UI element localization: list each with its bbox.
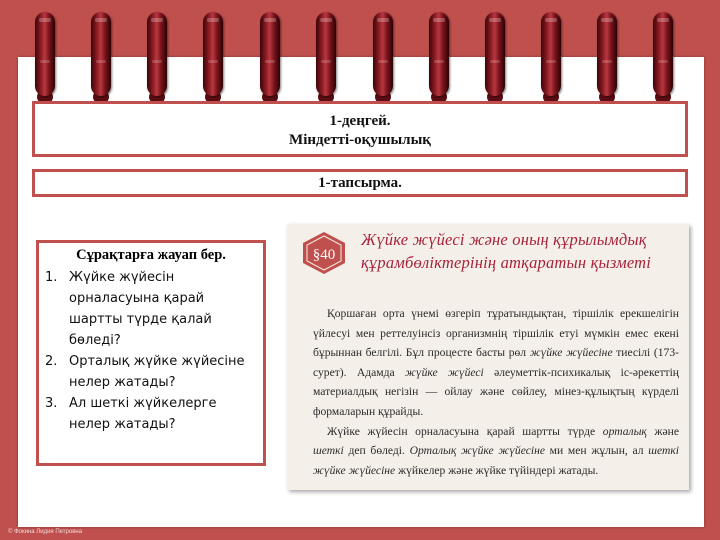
question-item (45, 267, 257, 351)
textbook-paragraph (313, 422, 679, 481)
binder-ring (594, 12, 620, 104)
question-item (45, 351, 257, 393)
textbook-paragraph (313, 304, 679, 422)
text-emphasis: жүйке жүйесіне (529, 346, 613, 360)
binder-ring (538, 12, 564, 104)
text-emphasis: орталық (602, 424, 647, 438)
text-run: Қоршаған орта үнемі өзгеріп тұратындықтан, тіршілік ерекшелігін үйлесуі мен реттелуінсіз организмнің тіршілік етуі мүмкін емес екені бұрыннан белгілі. Бұл процесте басты рөл (313, 307, 679, 360)
question-item (45, 393, 257, 435)
binder-ring (482, 12, 508, 104)
question-text: Жүйке жүйесін орналасуына қарай шартты түрде қалай бөледі? (69, 270, 212, 348)
questions-title: Сұрақтарға жауап бер. (76, 247, 226, 263)
questions-box (36, 240, 266, 466)
level-header (32, 101, 688, 157)
text-run: деп бөледі. (343, 444, 410, 458)
text-emphasis: жүйке жүйесі (405, 365, 484, 379)
section-badge-icon (299, 230, 349, 276)
text-emphasis: шеткі (313, 444, 344, 458)
text-run: Жүйке жүйесін орналасуына қарай шартты түрде (327, 424, 603, 438)
text-run: тиесілі (173-сурет). Адамда (313, 346, 679, 379)
text-emphasis: шеткі жүйке жүйесіне (313, 444, 680, 477)
binder-ring (88, 12, 114, 104)
question-number: 2. (45, 354, 58, 369)
task-header (32, 169, 688, 197)
question-text: Орталық жүйке жүйесіне нелер жатады? (69, 354, 245, 390)
binder-ring (313, 12, 339, 104)
questions-list (45, 267, 257, 435)
binder-ring (426, 12, 452, 104)
binder-ring (257, 12, 283, 104)
author-credit: © Фокина Лидия Петровна (8, 529, 83, 535)
question-number: 1. (45, 270, 58, 285)
question-number: 3. (45, 396, 58, 411)
binder-ring (200, 12, 226, 104)
textbook-body (313, 304, 679, 480)
section-badge-label: §40 (312, 247, 336, 263)
textbook-title: Жүйке жүйесі және оның құрылымдық құрамбөліктерінің атқаратын қызметі (361, 230, 652, 272)
level-title: 1-деңгей. (329, 113, 391, 129)
binder-ring (32, 12, 58, 104)
text-run: ми мен жұлын, ал (544, 444, 649, 458)
question-text: Ал шеткі жүйкелерге нелер жатады? (69, 396, 217, 432)
binder-ring (650, 12, 676, 104)
text-run: әлеуметтік-психикалық іс-әрекеттің материалдық негізін — ойлау және сөйлеу, мінез-құлықтың күрделі формаларын құрайды. (313, 365, 679, 418)
binder-ring (144, 12, 170, 104)
text-run: және (646, 424, 680, 438)
spiral-binding (0, 0, 720, 110)
level-subtitle: Міндетті-оқушылық (289, 132, 431, 148)
text-run: жүйкелер және жүйке түйіндері жатады. (395, 463, 599, 477)
task-label: 1-тапсырма. (318, 175, 402, 191)
binder-ring (370, 12, 396, 104)
text-emphasis: Орталық жүйке жүйесіне (409, 444, 545, 458)
textbook-excerpt (287, 224, 689, 490)
